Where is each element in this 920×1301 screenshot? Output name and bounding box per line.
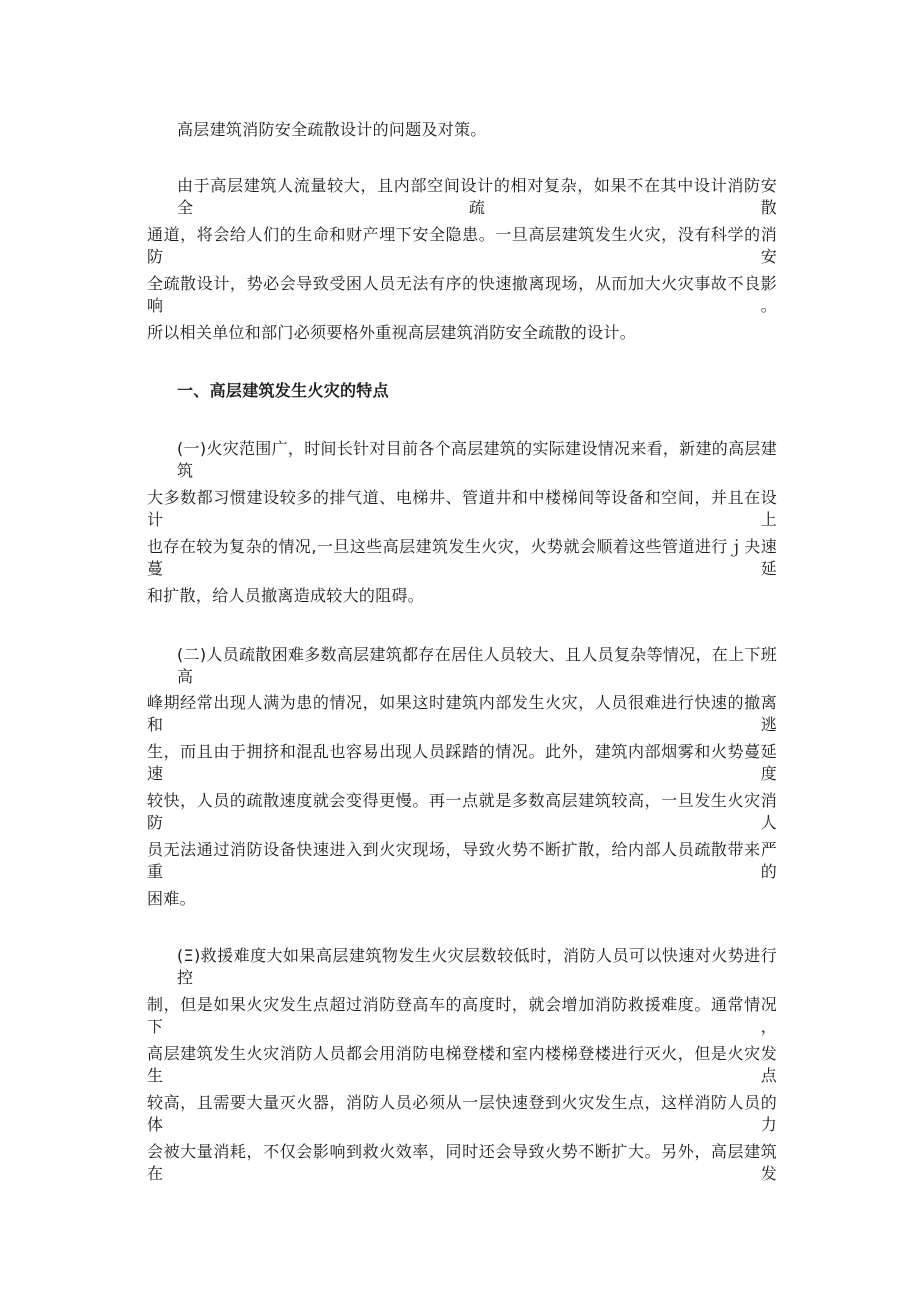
paragraph-line: 员无法通过消防设备快速进入到火灾现场，导致火势不断扩散，给内部人员疏散带来严重的	[147, 840, 777, 881]
paragraph-line: 由于高层建筑人流量较大，且内部空间设计的相对复杂，如果不在其中设计消防安全疏散	[177, 176, 777, 217]
paragraph-line: 较高，且需要大量灭火器，消防人员必须从一层快速登到火灾发生点，这样消防人员的体力	[147, 1093, 777, 1134]
paragraph-line: 生，而且由于拥挤和混乱也容易出现人员踩踏的情况。此外，建筑内部烟雾和火势蔓延速度	[147, 742, 777, 783]
section-heading: 一、高层建筑发生火灾的特点	[177, 381, 389, 400]
paragraph-line: 通道，将会给人们的生命和财产埋下安全隐患。一旦高层建筑发生火灾，没有科学的消防安	[147, 225, 777, 266]
paragraph-line: (一)火灾范围广，时间长针对目前各个高层建筑的实际建设情况来看，新建的高层建筑	[177, 439, 777, 480]
document-title: 高层建筑消防安全疏散设计的问题及对策。	[177, 120, 487, 139]
paragraph-line: 大多数都习惯建设较多的排气道、电梯井、管道井和中楼梯间等设备和空间，并且在设计上	[147, 488, 777, 529]
paragraph-line: 高层建筑发生火灾消防人员都会用消防电梯登楼和室内楼梯登楼进行灭火，但是火灾发生点	[147, 1044, 777, 1085]
paragraph-line: 制，但是如果火灾发生点超过消防登高车的高度时，就会增加消防救援难度。通常情况下，	[147, 995, 777, 1036]
paragraph-line: 峰期经常出现人满为患的情况，如果这时建筑内部发生火灾，人员很难进行快速的撤离和逃	[147, 693, 777, 734]
paragraph-line: 和扩散，给人员撤离造成较大的阻碍。	[147, 586, 425, 605]
paragraph-line: 较快，人员的疏散速度就会变得更慢。再一点就是多数高层建筑较高，一旦发生火灾消防人	[147, 791, 777, 832]
paragraph-line: 会被大量消耗，不仅会影响到救火效率，同时还会导致火势不断扩大。另外，高层建筑在发	[147, 1142, 777, 1183]
paragraph-line: (二)人员疏散困难多数高层建筑都存在居住人员较大、且人员复杂等情况，在上下班高	[177, 645, 777, 686]
paragraph-line: 困难。	[147, 889, 196, 908]
paragraph-line: (Ξ)救援难度大如果高层建筑物发生火灾层数较低时，消防人员可以快速对火势进行控	[177, 946, 777, 987]
paragraph-line: 也存在较为复杂的情况,一旦这些高层建筑发生火灾，火势就会顺着这些管道进行ｊ夬速蔓延	[147, 537, 777, 578]
paragraph-line: 所以相关单位和部门必须要格外重视高层建筑消防安全疏散的设计。	[147, 323, 637, 342]
paragraph-line: 全疏散设计，势必会导致受困人员无法有序的快速撤离现场，从而加大火灾事故不良影响。	[147, 274, 777, 315]
